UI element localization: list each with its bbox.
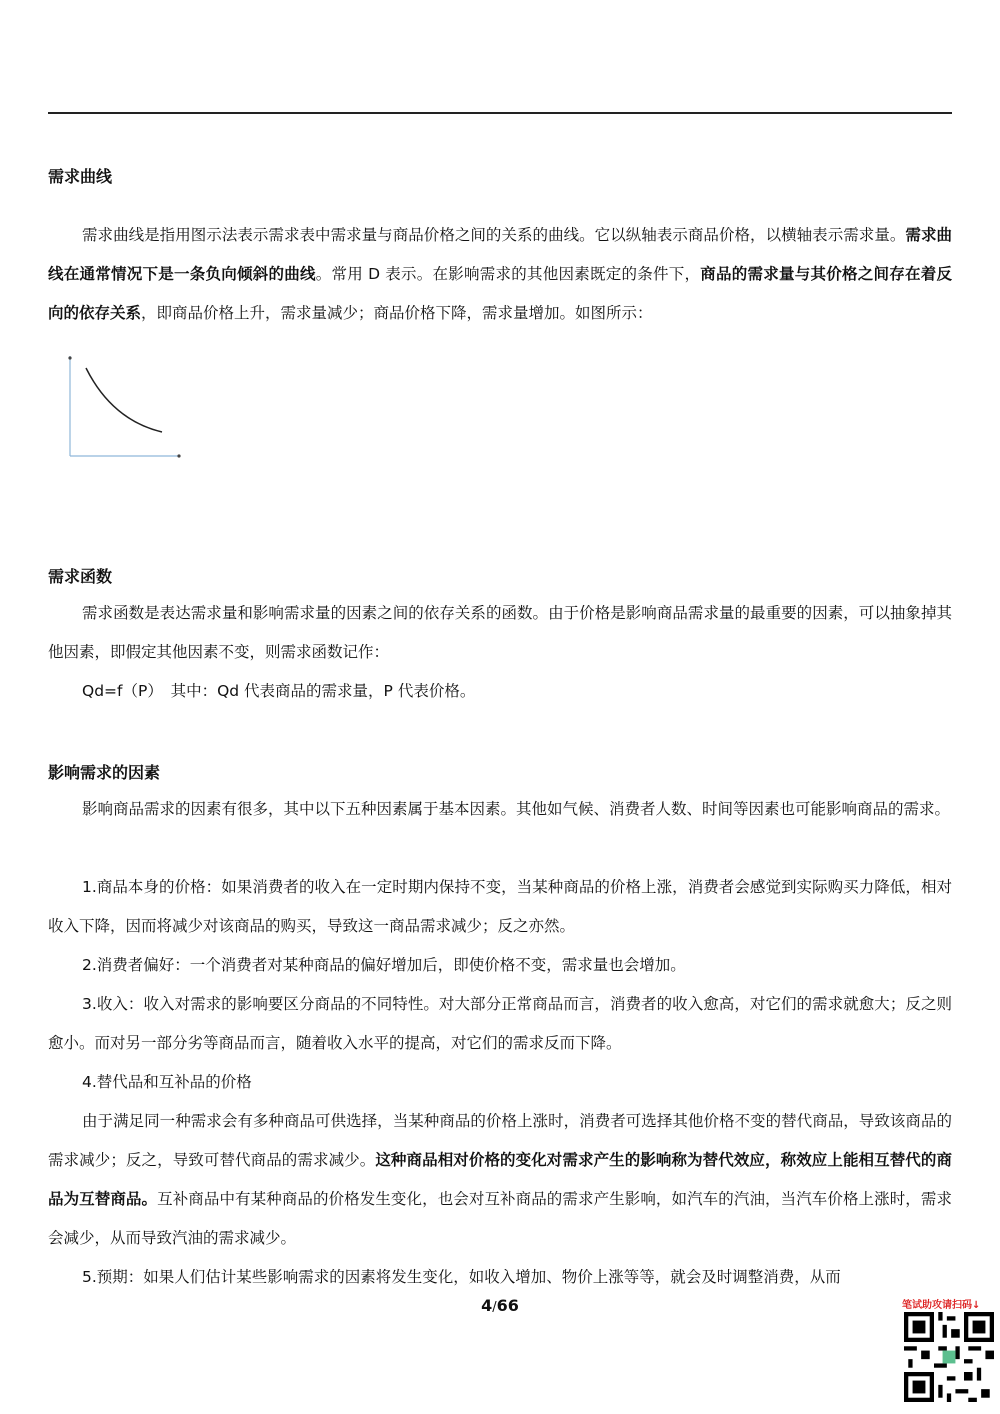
- factor-item-3: 3.收入：收入对需求的影响要区分商品的不同特性。对大部分正常商品而言，消费者的收入愈高，对它们的需求就愈大；反之则愈小。而对另一部分劣等商品而言，随着收入水平的提高，对它们的需求反而下降。: [48, 995, 952, 1052]
- paragraph-demand-function: 需求函数是表达需求量和影响需求量的因素之间的依存关系的函数。由于价格是影响商品需求量的最重要的因素，可以抽象掉其他因素，即假定其他因素不变，则需求函数记作：: [48, 604, 952, 661]
- section-title-demand-factors: 影响需求的因素: [48, 763, 161, 782]
- section-title-demand-curve: 需求曲线: [48, 167, 113, 186]
- section-title-demand-function: 需求函数: [48, 567, 113, 586]
- page-number: 4/66: [481, 1296, 519, 1315]
- factor-item-4-title: 4.替代品和互补品的价格: [82, 1073, 252, 1091]
- factor-item-4-body: 由于满足同一种需求会有多种商品可供选择，当某种商品的价格上涨时，消费者可选择其他价格不变的替代商品，导致该商品的需求减少；反之，导致可替代商品的需求减少。这种商品相对价格的变化对需求产生的影响称为替代效应，称效应上能相互替代的商品为互替商品。互补商品中有某种商品的价格发生变化，也会对互补商品的需求产生影响，如汽车的汽油，当汽车价格上涨时，需求会减少，从而导致汽油的需求减少。: [48, 1112, 952, 1247]
- demand-curve-line: [86, 368, 162, 432]
- factor-item-5: 5.预期：如果人们估计某些影响需求的因素将发生变化，如收入增加、物价上涨等等，就会及时调整消费，从而: [82, 1268, 841, 1286]
- paragraph-demand-curve: 需求曲线是指用图示法表示需求表中需求量与商品价格之间的关系的曲线。它以纵轴表示商品价格，以横轴表示需求量。需求曲线在通常情况下是一条负向倾斜的曲线。常用 D 表示。在影响需求的其他因素既定的条件下，商品的需求量与其价格之间存在着反向的依存关系，即商品价格上升，需求量减少；商品价格下降，需求量增加。如图所示：: [48, 226, 952, 322]
- demand-function-formula: Qd=f（P） 其中：Qd 代表商品的需求量，P 代表价格。: [82, 682, 476, 700]
- header-rule: [48, 112, 952, 114]
- factor-item-2: 2.消费者偏好：一个消费者对某种商品的偏好增加后，即使价格不变，需求量也会增加。: [82, 956, 686, 974]
- qr-caption: 笔试助攻请扫码↓: [902, 1300, 981, 1311]
- factor-item-1: 1.商品本身的价格：如果消费者的收入在一定时期内保持不变，当某种商品的价格上涨，消费者会感觉到实际购买力降低，相对收入下降，因而将减少对该商品的购买，导致这一商品需求减少；反之亦然。: [48, 878, 952, 935]
- paragraph-factors-intro: 影响商品需求的因素有很多，其中以下五种因素属于基本因素。其他如气候、消费者人数、时间等因素也可能影响商品的需求。: [82, 800, 951, 818]
- demand-curve-figure: [52, 348, 202, 478]
- qr-code-icon[interactable]: [904, 1312, 994, 1402]
